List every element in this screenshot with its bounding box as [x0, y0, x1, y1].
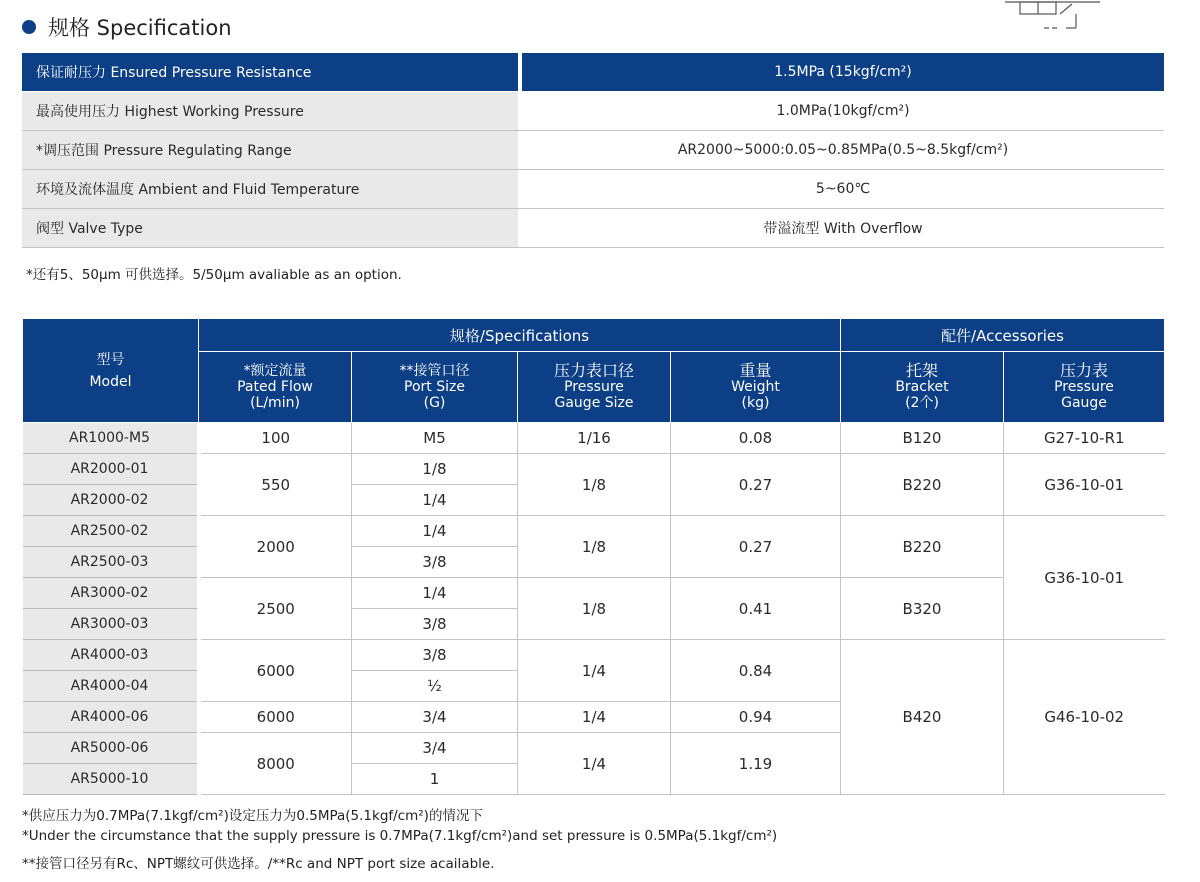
- bullet-dot-icon: [22, 20, 36, 34]
- model-name: AR2500-03: [23, 547, 199, 578]
- gauge-size-header-en2: Gauge Size: [554, 395, 634, 411]
- bracket-cell: B220: [841, 516, 1004, 578]
- bracket-cell: B120: [841, 423, 1004, 454]
- footnote-supply-en: *Under the circumstance that the supply pressure is 0.7MPa(7.1kgf/cm²)and set pressure is 0.5MPa(5.1kgf/cm²): [22, 828, 778, 844]
- footnote-port: **接管口径另有Rc、NPT螺纹可供选择。/**Rc and NPT port size acailable.: [22, 856, 495, 872]
- flow-cell: 8000: [199, 733, 352, 795]
- pressure-gauge-header: [1004, 352, 1165, 423]
- spec-label: 保证耐压力 Ensured Pressure Resistance: [22, 53, 518, 92]
- table-row: [23, 640, 1165, 671]
- gauge-size-cell: 1/16: [518, 423, 671, 454]
- bracket-header: [841, 352, 1004, 423]
- bracket-header-unit: (2个): [905, 395, 939, 411]
- filter-option-note: *还有5、50μm 可供选择。5/50μm avaliable as an option.: [26, 267, 402, 283]
- port-cell: 1/4: [352, 485, 518, 516]
- port-header-cn: **接管口径: [399, 363, 470, 379]
- table-row: [23, 454, 1165, 485]
- flow-header-cn: *额定流量: [243, 363, 307, 379]
- weight-cell: 0.08: [671, 423, 841, 454]
- model-name: AR2000-02: [23, 485, 199, 516]
- specification-table: [22, 53, 1164, 248]
- port-header-en: Port Size: [404, 379, 465, 395]
- spec-header-row: [22, 53, 1164, 92]
- model-header-cn: 型号: [96, 351, 125, 368]
- flow-cell: 550: [199, 454, 352, 516]
- gauge-size-cell: 1/4: [518, 733, 671, 795]
- specifications-group-header: 规格/Specifications: [199, 319, 841, 352]
- model-name: AR3000-02: [23, 578, 199, 609]
- section-title: 规格 Specification: [48, 16, 232, 40]
- valve-symbol-icon: [1000, 0, 1110, 34]
- pressure-gauge-header-cn: 压力表: [1059, 361, 1108, 380]
- model-name: AR4000-06: [23, 702, 199, 733]
- gauge-size-header-en1: Pressure: [564, 379, 624, 395]
- spec-value: 5~60℃: [522, 170, 1164, 209]
- port-cell: 3/4: [352, 702, 518, 733]
- bracket-cell: B420: [841, 640, 1004, 795]
- gauge-size-cell: 1/8: [518, 516, 671, 578]
- spec-value: 带溢流型 With Overflow: [522, 209, 1164, 248]
- weight-header-unit: (kg): [741, 395, 770, 411]
- flow-cell: 2500: [199, 578, 352, 640]
- model-header: [23, 319, 199, 423]
- spec-row: [22, 92, 1164, 131]
- pressure-gauge-cell: G46-10-02: [1004, 640, 1165, 795]
- model-name: AR1000-M5: [23, 423, 199, 454]
- accessories-group-header: 配件/Accessories: [841, 319, 1165, 352]
- port-header-unit: (G): [423, 395, 446, 411]
- port-cell: 1: [352, 764, 518, 795]
- table-row: [23, 578, 1165, 609]
- gauge-size-cell: 1/4: [518, 702, 671, 733]
- bracket-header-en: Bracket: [895, 379, 949, 395]
- table-row: [23, 516, 1165, 547]
- table-row: [23, 423, 1165, 454]
- footnote-supply-cn: *供应压力为0.7MPa(7.1kgf/cm²)设定压力为0.5MPa(5.1kgf/cm²)的情况下: [22, 808, 483, 824]
- port-cell: 3/8: [352, 609, 518, 640]
- pressure-gauge-cell: G36-10-01: [1004, 516, 1165, 640]
- spec-label: 最高使用压力 Highest Working Pressure: [22, 92, 518, 131]
- spec-value: 1.5MPa (15kgf/cm²): [522, 53, 1164, 92]
- model-header-en: Model: [89, 373, 132, 390]
- flow-cell: 100: [199, 423, 352, 454]
- port-cell: M5: [352, 423, 518, 454]
- spec-value: 1.0MPa(10kgf/cm²): [522, 92, 1164, 131]
- gauge-size-cell: 1/8: [518, 454, 671, 516]
- weight-cell: 0.27: [671, 454, 841, 516]
- flow-header-en: Pated Flow: [237, 379, 313, 395]
- gauge-size-cell: 1/4: [518, 640, 671, 702]
- model-name: AR5000-06: [23, 733, 199, 764]
- spec-value: AR2000~5000:0.05~0.85MPa(0.5~8.5kgf/cm²): [522, 131, 1164, 170]
- bracket-cell: B320: [841, 578, 1004, 640]
- spec-row: [22, 209, 1164, 248]
- flow-cell: 2000: [199, 516, 352, 578]
- port-cell: 1/8: [352, 454, 518, 485]
- model-table: [22, 318, 1165, 795]
- spec-label: 阀型 Valve Type: [22, 209, 518, 248]
- weight-cell: 1.19: [671, 733, 841, 795]
- model-name: AR4000-03: [23, 640, 199, 671]
- port-cell: ½: [352, 671, 518, 702]
- weight-header: [671, 352, 841, 423]
- port-cell: 1/4: [352, 578, 518, 609]
- gauge-size-header: [518, 352, 671, 423]
- model-name: AR2500-02: [23, 516, 199, 547]
- flow-cell: 6000: [199, 640, 352, 702]
- model-name: AR5000-10: [23, 764, 199, 795]
- spec-label: 环境及流体温度 Ambient and Fluid Temperature: [22, 170, 518, 209]
- flow-header: [199, 352, 352, 423]
- spec-row: [22, 170, 1164, 209]
- pressure-gauge-cell: G36-10-01: [1004, 454, 1165, 516]
- weight-cell: 0.94: [671, 702, 841, 733]
- port-cell: 1/4: [352, 516, 518, 547]
- port-cell: 3/8: [352, 547, 518, 578]
- flow-header-unit: (L/min): [250, 395, 300, 411]
- model-name: AR3000-03: [23, 609, 199, 640]
- model-name: AR4000-04: [23, 671, 199, 702]
- flow-cell: 6000: [199, 702, 352, 733]
- model-name: AR2000-01: [23, 454, 199, 485]
- pressure-gauge-header-en2: Gauge: [1061, 395, 1107, 411]
- gauge-size-header-cn: 压力表口径: [553, 361, 634, 380]
- weight-header-cn: 重量: [739, 361, 772, 380]
- pressure-gauge-header-en1: Pressure: [1054, 379, 1114, 395]
- gauge-size-cell: 1/8: [518, 578, 671, 640]
- spec-row: [22, 131, 1164, 170]
- spec-label: *调压范围 Pressure Regulating Range: [22, 131, 518, 170]
- weight-cell: 0.84: [671, 640, 841, 702]
- weight-cell: 0.27: [671, 516, 841, 578]
- pressure-gauge-cell: G27-10-R1: [1004, 423, 1165, 454]
- port-cell: 3/8: [352, 640, 518, 671]
- port-cell: 3/4: [352, 733, 518, 764]
- weight-cell: 0.41: [671, 578, 841, 640]
- bracket-header-cn: 托架: [905, 361, 938, 380]
- model-header-row-1: [23, 319, 1165, 352]
- weight-header-en: Weight: [731, 379, 780, 395]
- port-header: [352, 352, 518, 423]
- bracket-cell: B220: [841, 454, 1004, 516]
- section-heading: [22, 12, 232, 42]
